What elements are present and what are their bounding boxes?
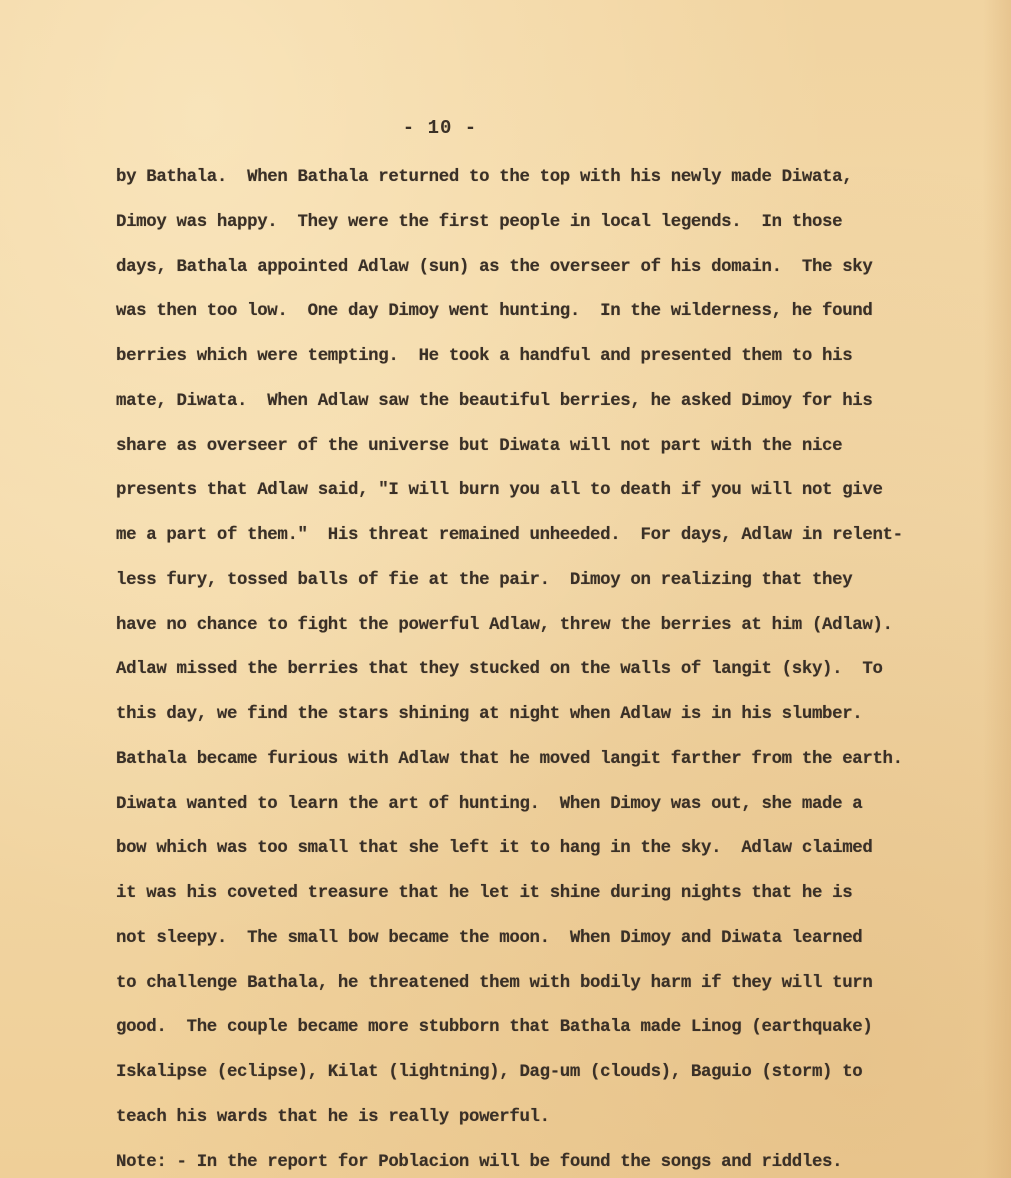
text-line: good. The couple became more stubborn that Bathala made Linog (earthquake): [116, 1018, 873, 1038]
text-line: berries which were tempting. He took a handful and presented them to his: [116, 347, 853, 366]
text-line: not sleepy. The small bow became the moon. When Dimoy and Diwata learned: [116, 928, 863, 948]
text-line: to challenge Bathala, he threatened them with bodily harm if they will turn: [116, 973, 873, 993]
text-line: less fury, tossed balls of fie at the pair. Dimoy on realizing that they: [116, 570, 853, 590]
page-number: - 10 -: [402, 117, 478, 139]
document-body: [116, 160, 996, 1178]
text-line: have no chance to fight the powerful Adlaw, threw the berries at him (Adlaw).: [116, 615, 893, 635]
text-line: Iskalipse (eclipse), Kilat (lightning), Dag-um (clouds), Baguio (storm) to: [116, 1063, 863, 1082]
text-line: was then too low. One day Dimoy went hunting. In the wilderness, he found: [116, 302, 873, 322]
text-line: teach his wards that he is really powerful.: [116, 1107, 550, 1127]
text-line: bow which was too small that she left it to hang in the sky. Adlaw claimed: [116, 839, 873, 859]
text-line: mate, Diwata. When Adlaw saw the beautiful berries, he asked Dimoy for his: [116, 391, 873, 411]
text-line: Bathala became furious with Adlaw that he moved langit farther from the earth.: [116, 749, 903, 769]
text-line: this day, we find the stars shining at night when Adlaw is in his slumber.: [116, 705, 863, 724]
note-line: Note: - In the report for Poblacion will be found the songs and riddles.: [116, 1152, 843, 1172]
text-line: it was his coveted treasure that he let it shine during nights that he is: [116, 884, 853, 903]
text-line: days, Bathala appointed Adlaw (sun) as the overseer of his domain. The sky: [116, 257, 873, 277]
text-line: share as overseer of the universe but Diwata will not part with the nice: [116, 436, 843, 456]
text-line: by Bathala. When Bathala returned to the top with his newly made Diwata,: [116, 168, 853, 187]
text-line: Diwata wanted to learn the art of hunting. When Dimoy was out, she made a: [116, 794, 863, 814]
text-line: Adlaw missed the berries that they stucked on the walls of langit (sky). To: [116, 660, 883, 680]
text-line: Dimoy was happy. They were the first people in local legends. In those: [116, 212, 843, 232]
text-line: presents that Adlaw said, "I will burn you all to death if you will not give: [116, 481, 883, 501]
text-line: me a part of them." His threat remained unheeded. For days, Adlaw in relent-: [116, 526, 903, 545]
